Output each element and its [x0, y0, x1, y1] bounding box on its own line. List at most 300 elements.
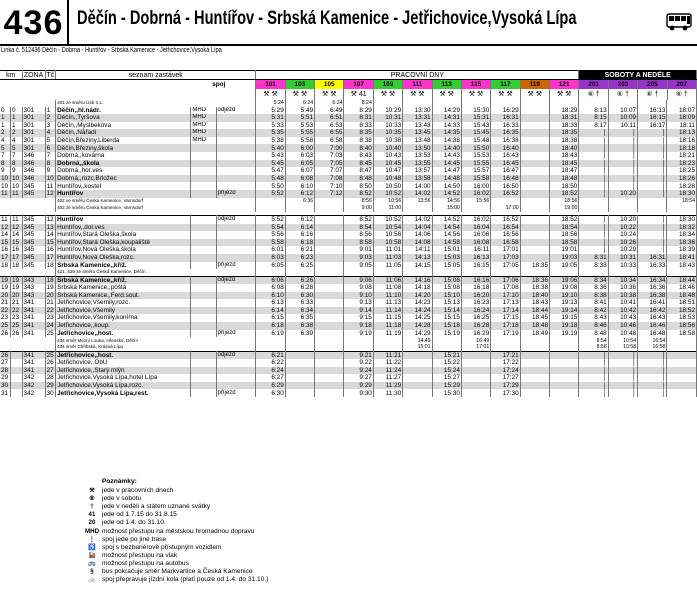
arr-dep-label — [216, 231, 256, 239]
departure-time: 18:56 — [550, 231, 579, 239]
departure-time: 14:31 — [432, 114, 461, 122]
mhd-badge — [191, 216, 216, 224]
stop-no: 17 — [46, 254, 54, 261]
arr-dep-label — [216, 299, 256, 307]
zone: 342 — [22, 389, 45, 397]
departure-time: 16:42 — [638, 307, 667, 315]
table-row — [0, 100, 697, 107]
stop-name: Huntířov,,kostel — [56, 182, 191, 190]
km: 18 — [10, 262, 22, 270]
departure-time: 16:52 — [491, 190, 520, 198]
departure-time: 15:58 — [461, 175, 490, 183]
connection-note: 421, 439 ze směru Česká Kamenice, Děčín — [56, 269, 256, 276]
departure-time: 16:56 — [491, 231, 520, 239]
stop-no: 15 — [46, 238, 54, 246]
km: 11 — [0, 216, 10, 224]
km: 23 — [0, 314, 10, 322]
zone: 301 — [22, 107, 45, 115]
departure-time: 6:08 — [285, 175, 314, 183]
departure-time: 16:02 — [461, 216, 490, 224]
stop-name: Jetřichovice,Všemily — [56, 307, 191, 315]
connection-time — [520, 337, 549, 344]
arr-dep-label — [216, 367, 256, 375]
table-row — [0, 144, 697, 152]
connection-time — [550, 100, 579, 107]
departure-time — [520, 359, 549, 367]
table-row — [0, 382, 697, 390]
departure-time: │ — [638, 152, 667, 160]
departure-time: 7:08 — [315, 175, 344, 183]
arr-dep-label: odjezd — [216, 351, 256, 359]
km — [10, 359, 22, 367]
departure-time: 18:53 — [667, 314, 697, 322]
departure-time: 6:53 — [315, 122, 344, 130]
departure-time: 17:24 — [491, 367, 520, 375]
connection-time — [373, 100, 402, 107]
departure-time: 6:05 — [256, 262, 285, 270]
stop-no: 30 — [46, 389, 54, 397]
km: 23 — [10, 314, 22, 322]
legend-item — [82, 552, 382, 560]
departure-time: 5:38 — [256, 137, 285, 145]
connection-time — [638, 269, 667, 276]
connection-time: 6:36 — [285, 198, 314, 205]
departure-time: 18:45 — [550, 160, 579, 168]
departure-time: 15:43 — [461, 122, 490, 130]
departure-time: 15:30 — [461, 107, 490, 115]
legend-item — [82, 560, 382, 568]
departure-time: │ — [638, 160, 667, 168]
departure-time: 16:15 — [638, 114, 667, 122]
departure-time: │ — [579, 216, 608, 224]
departure-time: 15:50 — [461, 144, 490, 152]
km: 21 — [0, 299, 10, 307]
table-row — [0, 198, 697, 205]
departure-time: 6:14 — [256, 307, 285, 315]
departure-time — [315, 231, 344, 239]
departure-time: 6:18 — [256, 322, 285, 330]
departure-time: 15:10 — [432, 292, 461, 300]
departure-time: 5:43 — [256, 152, 285, 160]
departure-time: 8:43 — [579, 314, 608, 322]
departure-time: 18:43 — [520, 299, 549, 307]
departure-time: 18:28 — [667, 182, 697, 190]
departure-time: 18:51 — [667, 299, 697, 307]
table-row — [0, 122, 697, 130]
departure-time: 19:13 — [550, 299, 579, 307]
stop-no: 19 — [46, 284, 54, 292]
departure-time — [315, 374, 344, 382]
table-row — [0, 167, 697, 175]
departure-time: 17:27 — [491, 374, 520, 382]
arr-dep-label — [216, 137, 256, 145]
departure-time: 8:40 — [344, 144, 373, 152]
arr-dep-label: odjezd — [216, 216, 256, 224]
departure-time: │ — [608, 382, 637, 390]
zone: 342 — [22, 374, 45, 382]
trip-number: 203 — [608, 80, 637, 89]
departure-time — [315, 224, 344, 232]
departure-time: 18:36 — [667, 239, 697, 247]
connection-time — [315, 337, 344, 344]
departure-time: 8:52 — [344, 216, 373, 224]
departure-time: 14:18 — [403, 284, 432, 292]
departure-time: 16:38 — [491, 137, 520, 145]
departure-time: 6:12 — [285, 216, 314, 224]
departure-time: 16:54 — [491, 224, 520, 232]
stop-no: 25 — [46, 351, 54, 359]
departure-time: 19:19 — [550, 330, 579, 338]
stop-no: 12 — [46, 216, 54, 224]
arr-dep-label — [216, 322, 256, 330]
zone: 341 — [22, 299, 45, 307]
departure-time: 18:07 — [667, 107, 697, 115]
departure-time: 14:48 — [432, 175, 461, 183]
departure-time: 15:29 — [432, 382, 461, 390]
departure-time: 8:48 — [344, 175, 373, 183]
trip-symbols: ⑥ † — [638, 89, 667, 100]
trip-symbols: ⚒ ⚒ — [520, 89, 549, 100]
departure-time: 6:49 — [315, 107, 344, 115]
legend-text: spoj jede po jiné trase — [102, 535, 167, 543]
departure-time: 9:19 — [344, 330, 373, 338]
legend-symbol-icon: 41 — [88, 511, 96, 519]
departure-time: 11:05 — [373, 262, 402, 270]
departure-time: 16:40 — [491, 144, 520, 152]
departure-time: 16:25 — [461, 314, 490, 322]
departure-time: │ — [579, 190, 608, 198]
departure-time: 16:52 — [491, 216, 520, 224]
table-row — [0, 137, 697, 145]
departure-time — [667, 351, 697, 359]
zone: 345 — [22, 216, 45, 224]
departure-time: 18:40 — [550, 144, 579, 152]
departure-time: 6:21 — [285, 246, 314, 254]
stop-name: Jetřichovice,Vysoká Lípa,rest. — [56, 389, 191, 397]
departure-time — [550, 389, 579, 397]
departure-time: 14:35 — [432, 129, 461, 137]
departure-time: 10:26 — [608, 239, 637, 247]
departure-time: │ — [579, 351, 608, 359]
km: 10 — [0, 175, 10, 183]
zone: 341 — [22, 307, 45, 315]
departure-time: 15:19 — [432, 330, 461, 338]
legend-text: spoj s bezbariérově přístupným vozidlem — [102, 543, 222, 551]
trip-symbols: ⚒ ⚒ — [315, 89, 344, 100]
timetable-header — [0, 0, 697, 46]
arr-dep-label — [216, 144, 256, 152]
departure-time: 19:18 — [550, 322, 579, 330]
connection-time: 15:56 — [461, 198, 490, 205]
departure-time: 16:04 — [461, 224, 490, 232]
legend-item — [82, 511, 382, 519]
trip-symbols: ⑥ † — [608, 89, 637, 100]
km: 16 — [0, 246, 10, 254]
departure-time: 10:40 — [373, 144, 402, 152]
departure-time: 16:50 — [491, 182, 520, 190]
departure-time: │ — [579, 137, 608, 145]
departure-time: 16:34 — [638, 276, 667, 284]
departure-time: │ — [579, 389, 608, 397]
departure-time: 8:54 — [344, 224, 373, 232]
connection-note: 402 ze směru Česká Kamenice, Varnsdorf — [56, 205, 256, 212]
mhd-badge: MHD — [191, 114, 216, 122]
km: 19 — [10, 284, 22, 292]
departure-time: 8:50 — [344, 182, 373, 190]
departure-time — [403, 374, 432, 382]
departure-time: 10:29 — [608, 246, 637, 254]
departure-time: 5:53 — [285, 122, 314, 130]
departure-time: 16:11 — [461, 246, 490, 254]
departure-time: │ — [608, 182, 637, 190]
departure-time: 14:29 — [403, 330, 432, 338]
departure-time: 11:14 — [373, 307, 402, 315]
departure-time: 15:57 — [461, 167, 490, 175]
departure-time: 9:24 — [344, 367, 373, 375]
departure-time — [520, 254, 549, 262]
mhd-badge — [191, 389, 216, 397]
departure-time: 18:11 — [667, 122, 697, 130]
departure-time: 13:58 — [403, 175, 432, 183]
departure-time: 6:10 — [256, 292, 285, 300]
departure-time: 19:01 — [550, 246, 579, 254]
departure-time: 18:52 — [550, 216, 579, 224]
mhd-badge — [191, 231, 216, 239]
departure-time: 14:56 — [432, 231, 461, 239]
connection-time — [491, 100, 520, 107]
km: 2 — [0, 129, 10, 137]
departure-time: 10:36 — [608, 284, 637, 292]
departure-time: 9:30 — [344, 389, 373, 397]
departure-time — [285, 374, 314, 382]
stop-name: Srbská Kamenice,,Ferd.sout. — [56, 292, 191, 300]
connection-time — [461, 100, 490, 107]
departure-time: 11:29 — [373, 382, 402, 390]
km: 0 — [10, 107, 22, 115]
arr-dep-label: odjezd — [216, 107, 256, 115]
trip-symbols: ⚒ ⚒ — [549, 89, 579, 100]
departure-time: 14:11 — [403, 246, 432, 254]
mhd-badge — [191, 190, 216, 198]
table-row — [0, 322, 697, 330]
departure-time — [520, 175, 549, 183]
departure-time: 13:57 — [403, 167, 432, 175]
mhd-badge — [191, 152, 216, 160]
departure-time: 10:24 — [608, 231, 637, 239]
departure-time: 6:03 — [256, 254, 285, 262]
km: 16 — [10, 246, 22, 254]
table-row — [0, 359, 697, 367]
departure-time: 18:29 — [550, 107, 579, 115]
departure-time: 11:30 — [373, 389, 402, 397]
stop-no: 28 — [46, 374, 54, 382]
departure-time — [315, 389, 344, 397]
connection-time: 18:56 — [550, 198, 579, 205]
departure-time — [520, 137, 549, 145]
departure-time: 5:54 — [256, 224, 285, 232]
stop-name: Dobrná,,škola — [56, 160, 191, 168]
departure-time: 6:30 — [256, 389, 285, 397]
departure-time — [520, 114, 549, 122]
departure-time — [315, 299, 344, 307]
departure-time: 18:25 — [667, 167, 697, 175]
km: 14 — [0, 231, 10, 239]
departure-time: 6:12 — [285, 190, 314, 198]
departure-time: 9:22 — [344, 359, 373, 367]
departure-time: 18:13 — [667, 129, 697, 137]
connection-time: 14:49 — [403, 337, 432, 344]
departure-time: │ — [579, 239, 608, 247]
departure-time: 6:24 — [256, 367, 285, 375]
zone: 345 — [22, 246, 45, 254]
departure-time: │ — [638, 182, 667, 190]
stop-name: Jetřichovice,,koup. — [56, 322, 191, 330]
column-header — [0, 70, 697, 100]
connection-time — [432, 100, 461, 107]
departure-time: 10:45 — [373, 160, 402, 168]
departure-time: 17:08 — [491, 284, 520, 292]
departure-time: 6:15 — [256, 314, 285, 322]
trip-number: 207 — [667, 80, 696, 89]
departure-time: 6:55 — [315, 129, 344, 137]
departure-time: 15:31 — [461, 114, 490, 122]
departure-time — [315, 322, 344, 330]
departure-time: 17:05 — [491, 262, 520, 270]
departure-time: 16:47 — [491, 167, 520, 175]
departure-time: │ — [608, 351, 637, 359]
zone: 341 — [22, 367, 45, 375]
km: 14 — [10, 231, 22, 239]
connection-time — [285, 205, 314, 212]
departure-time: 11:27 — [373, 374, 402, 382]
departure-time: 10:07 — [608, 107, 637, 115]
departure-time: 10:42 — [608, 307, 637, 315]
departure-time — [520, 239, 549, 247]
departure-time: 11:18 — [373, 322, 402, 330]
connection-time — [638, 198, 667, 205]
departure-time: 17:10 — [491, 292, 520, 300]
departure-time: 9:27 — [344, 374, 373, 382]
departure-time: 16:18 — [461, 284, 490, 292]
departure-time: 8:38 — [344, 137, 373, 145]
stop-name: Dobrná,,kovárna — [56, 152, 191, 160]
stop-no: 18 — [46, 261, 54, 269]
departure-time: 17:03 — [491, 254, 520, 262]
departure-time: 18:48 — [550, 175, 579, 183]
departure-time: 17:18 — [491, 322, 520, 330]
departure-time: 17:14 — [491, 307, 520, 315]
connection-time — [315, 344, 344, 351]
stop-no: 10 — [46, 174, 54, 182]
departure-time: 14:47 — [432, 167, 461, 175]
departure-time: 18:44 — [667, 276, 697, 284]
legend-symbol-icon: MHD — [84, 527, 100, 535]
departure-time — [667, 359, 697, 367]
stop-no: 26 — [46, 359, 54, 367]
legend-symbol-icon: ⑥ — [89, 495, 95, 503]
departure-time: 10:22 — [608, 224, 637, 232]
departure-time: 11:24 — [373, 367, 402, 375]
departure-time: 8:48 — [579, 330, 608, 338]
departure-time: 6:30 — [285, 292, 314, 300]
departure-time — [315, 351, 344, 359]
departure-time: 18:18 — [667, 144, 697, 152]
departure-time: 19:03 — [550, 254, 579, 262]
departure-time — [520, 160, 549, 168]
legend-text: jede v pracovních dnech — [102, 487, 174, 495]
km: 12 — [0, 224, 10, 232]
table-row — [0, 182, 697, 190]
departure-time: 19:05 — [550, 262, 579, 270]
trip-number: 205 — [638, 80, 667, 89]
connection-time — [550, 269, 579, 276]
departure-time: 18:45 — [520, 314, 549, 322]
table-row — [0, 216, 697, 224]
departure-time — [461, 374, 490, 382]
connection-time — [373, 344, 402, 351]
arr-dep-label — [216, 122, 256, 130]
departure-time: 14:28 — [403, 322, 432, 330]
departure-time — [315, 246, 344, 254]
departure-time: 14:52 — [432, 216, 461, 224]
km: 2 — [10, 129, 22, 137]
departure-time — [461, 351, 490, 359]
connection-time — [315, 198, 344, 205]
departure-time — [315, 276, 344, 284]
connection-time: 16:58 — [638, 344, 667, 351]
mhd-badge — [191, 175, 216, 183]
departure-time: 8:31 — [579, 254, 608, 262]
km: 1 — [10, 114, 22, 122]
departure-time: │ — [638, 190, 667, 198]
km: 7 — [10, 152, 22, 160]
departure-time — [285, 367, 314, 375]
departure-time: 16:29 — [491, 107, 520, 115]
connection-time — [344, 269, 373, 276]
arr-dep-label — [216, 284, 256, 292]
departure-time: 14:00 — [403, 182, 432, 190]
km: 5 — [0, 144, 10, 152]
zone: 345 — [22, 224, 45, 232]
arr-dep-label: příjezd — [216, 262, 256, 270]
zone: 343 — [22, 292, 45, 300]
departure-time: 14:45 — [432, 160, 461, 168]
stop-name: Jetřichovice,,Starý mlýn — [56, 367, 191, 375]
connection-time — [403, 269, 432, 276]
legend-symbol-icon: ⋮ — [88, 535, 96, 543]
stop-name: Huntířov,Nová Oleška,škola — [56, 246, 191, 254]
mhd-badge — [191, 239, 216, 247]
connection-time: 10:54 — [608, 337, 637, 344]
departure-time: │ — [579, 160, 608, 168]
km: 10 — [0, 182, 10, 190]
departure-time: 6:06 — [256, 276, 285, 284]
departure-time: 5:52 — [256, 190, 285, 198]
legend-title: Poznámky: — [102, 478, 137, 485]
departure-time: 9:01 — [344, 246, 373, 254]
stop-name: Huntířov — [56, 190, 191, 198]
departure-time: 10:43 — [608, 314, 637, 322]
departure-time: 7:10 — [315, 182, 344, 190]
mhd-badge — [191, 182, 216, 190]
departure-time: 19:08 — [550, 284, 579, 292]
km: 22 — [10, 307, 22, 315]
connection-time — [256, 344, 285, 351]
departure-time: 16:48 — [638, 330, 667, 338]
connection-time — [520, 269, 549, 276]
departure-time — [550, 374, 579, 382]
connection-time — [579, 100, 608, 107]
